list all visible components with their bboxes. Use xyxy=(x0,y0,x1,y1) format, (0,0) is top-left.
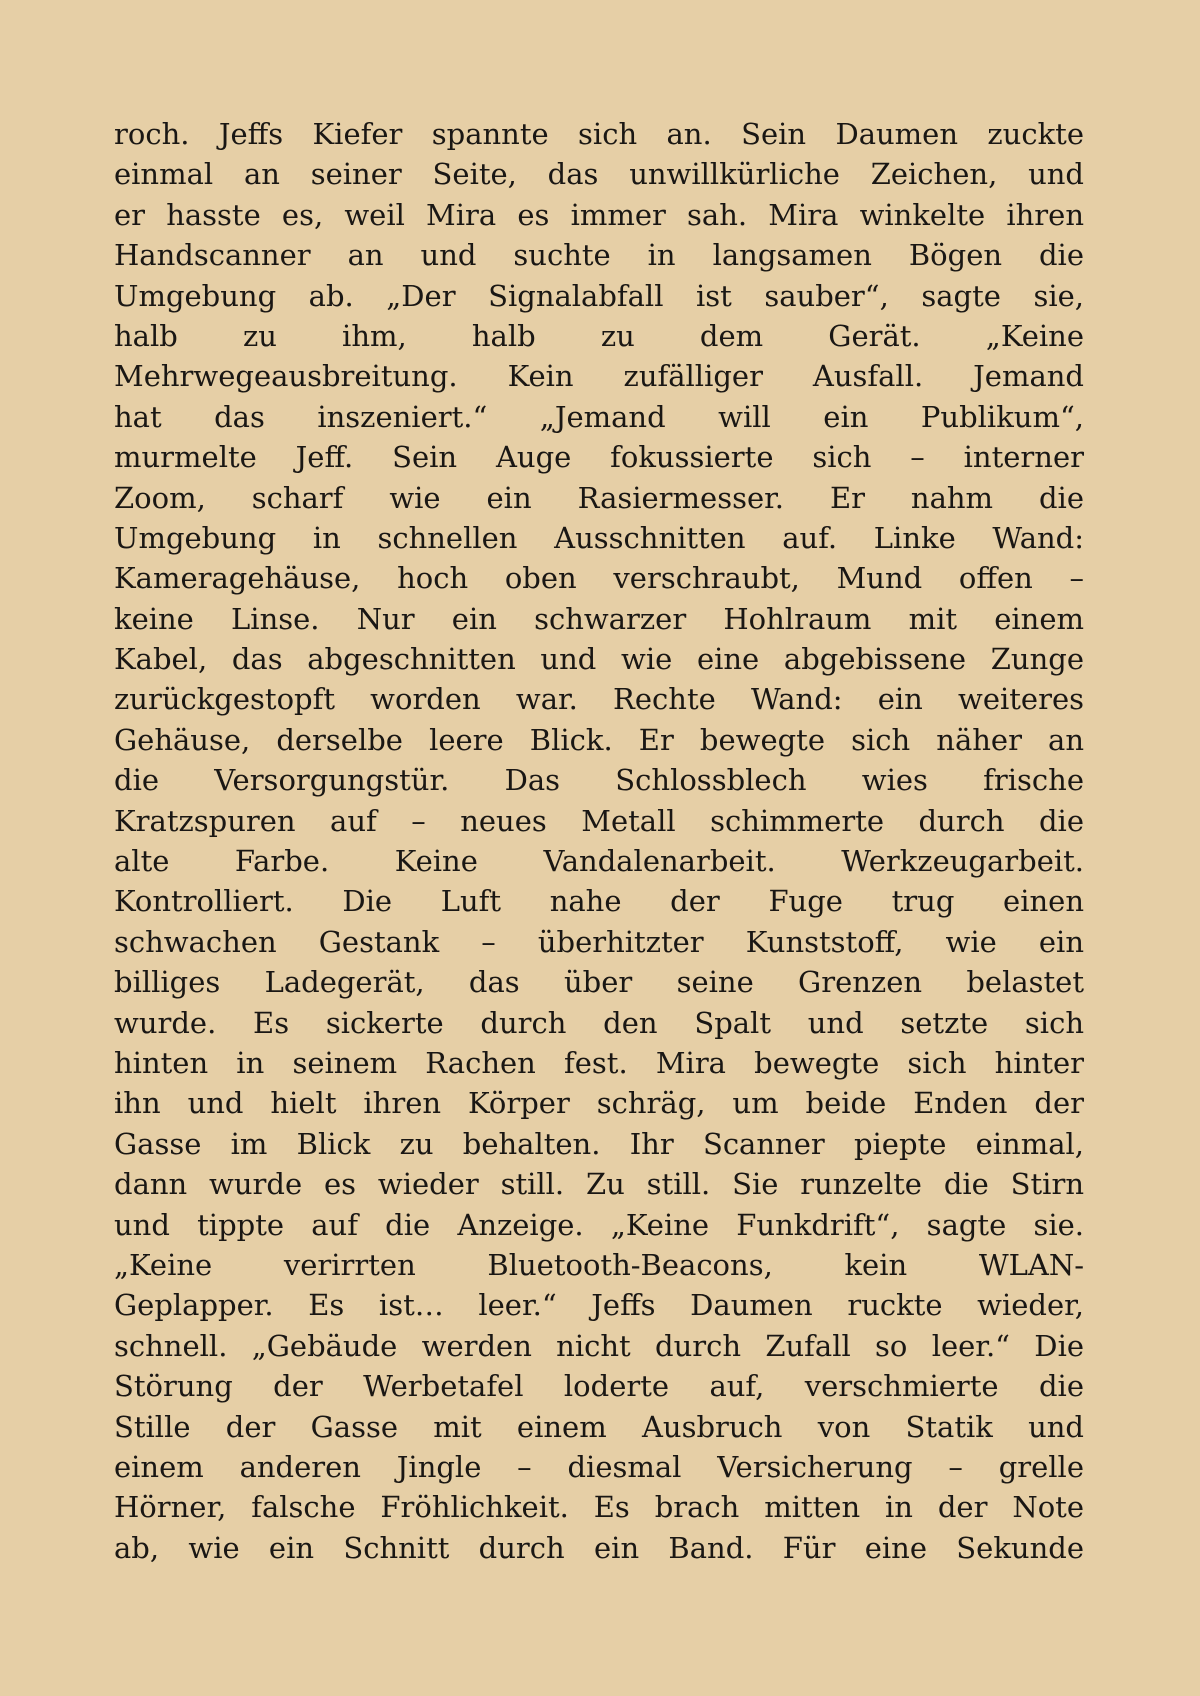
text-line: Kabel, das abgeschnitten und wie eine abgebissene Zunge xyxy=(114,642,1084,677)
text-line: dann wurde es wieder still. Zu still. Sie runzelte die Stirn xyxy=(114,1167,1084,1202)
text-line: billiges Ladegerät, das über seine Grenzen belastet xyxy=(114,965,1084,1000)
text-line: hat das inszeniert.“ „Jemand will ein Publikum“, xyxy=(114,399,1084,434)
text-line: hinten in seinem Rachen fest. Mira bewegte sich hinter xyxy=(114,1045,1084,1080)
body-text xyxy=(114,114,1084,1568)
text-line: wurde. Es sickerte durch den Spalt und setzte sich xyxy=(114,1005,1084,1040)
text-line: Stille der Gasse mit einem Ausbruch von Statik und xyxy=(114,1409,1084,1444)
text-line: Gehäuse, derselbe leere Blick. Er bewegte sich näher an xyxy=(114,722,1084,757)
text-line: halb zu ihm, halb zu dem Gerät. „Keine xyxy=(114,318,1084,353)
text-line: er hasste es, weil Mira es immer sah. Mira winkelte ihren xyxy=(114,197,1084,232)
text-line: Kratzspuren auf – neues Metall schimmerte durch die xyxy=(114,803,1084,838)
text-line: Kameragehäuse, hoch oben verschraubt, Mund offen – xyxy=(114,561,1084,596)
text-line: keine Linse. Nur ein schwarzer Hohlraum mit einem xyxy=(114,601,1084,636)
text-line: ihn und hielt ihren Körper schräg, um beide Enden der xyxy=(114,1086,1084,1121)
text-line: ab, wie ein Schnitt durch ein Band. Für eine Sekunde xyxy=(114,1530,1084,1565)
text-line: Kontrolliert. Die Luft nahe der Fuge trug einen xyxy=(114,884,1084,919)
text-line: einmal an seiner Seite, das unwillkürliche Zeichen, und xyxy=(114,157,1084,192)
text-line: „Keine verirrten Bluetooth-Beacons, kein WLAN- xyxy=(114,1247,1084,1282)
text-line: Geplapper. Es ist… leer.“ Jeffs Daumen ruckte wieder, xyxy=(114,1288,1084,1323)
text-line: murmelte Jeff. Sein Auge fokussierte sich – interner xyxy=(114,440,1084,475)
text-line: zurückgestopft worden war. Rechte Wand: ein weiteres xyxy=(114,682,1084,717)
text-line: Hörner, falsche Fröhlichkeit. Es brach mitten in der Note xyxy=(114,1490,1084,1525)
text-line: Gasse im Blick zu behalten. Ihr Scanner piepte einmal, xyxy=(114,1126,1084,1161)
text-line: alte Farbe. Keine Vandalenarbeit. Werkzeugarbeit. xyxy=(114,844,1084,879)
text-line: Handscanner an und suchte in langsamen Bögen die xyxy=(114,238,1084,273)
text-line: Umgebung ab. „Der Signalabfall ist sauber“, sagte sie, xyxy=(114,278,1084,313)
text-line: die Versorgungstür. Das Schlossblech wies frische xyxy=(114,763,1084,798)
text-line: schwachen Gestank – überhitzter Kunststoff, wie ein xyxy=(114,924,1084,959)
text-line: Störung der Werbetafel loderte auf, verschmierte die xyxy=(114,1369,1084,1404)
text-line: Umgebung in schnellen Ausschnitten auf. Linke Wand: xyxy=(114,520,1084,555)
text-line: Zoom, scharf wie ein Rasiermesser. Er nahm die xyxy=(114,480,1084,515)
text-line: roch. Jeffs Kiefer spannte sich an. Sein Daumen zuckte xyxy=(114,117,1084,151)
text-line: schnell. „Gebäude werden nicht durch Zufall so leer.“ Die xyxy=(114,1328,1084,1363)
text-line: Mehrwegeausbreitung. Kein zufälliger Ausfall. Jemand xyxy=(114,359,1084,394)
text-line: einem anderen Jingle – diesmal Versicherung – grelle xyxy=(114,1449,1084,1484)
text-line: und tippte auf die Anzeige. „Keine Funkdrift“, sagte sie. xyxy=(114,1207,1084,1242)
